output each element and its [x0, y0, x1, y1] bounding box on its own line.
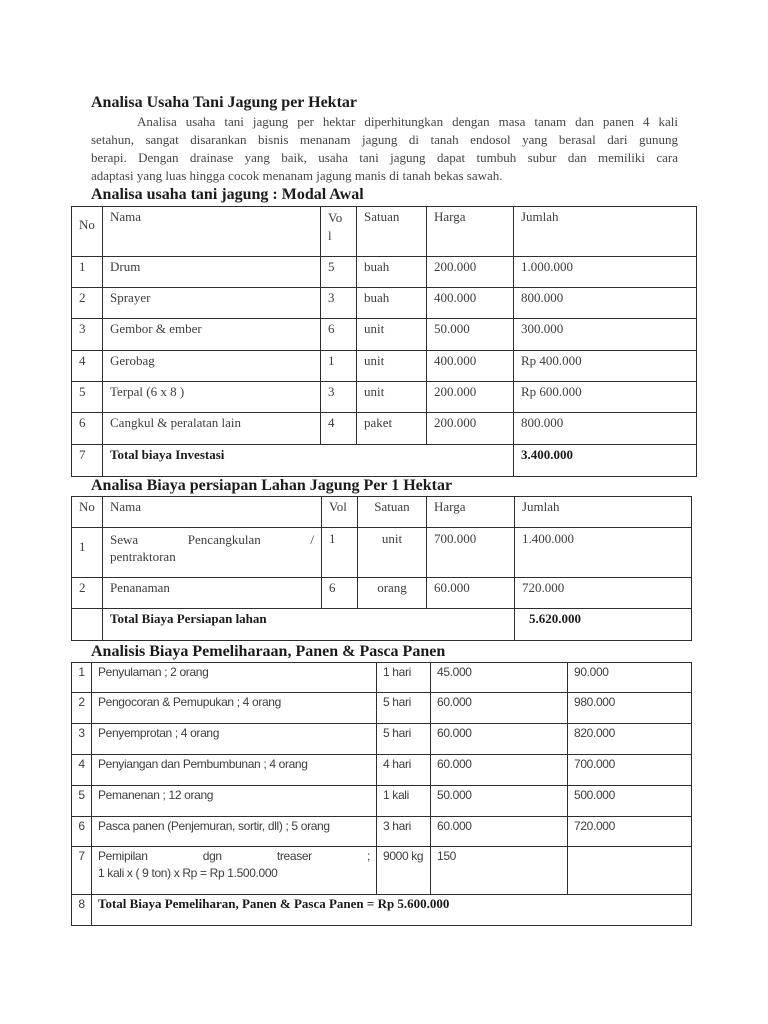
cell-jumlah: 820.000 [568, 724, 692, 755]
cell-no: 2 [72, 288, 103, 319]
cell-uraian [92, 847, 377, 895]
intro-line: adaptasi yang luas hingga cocok menanam jagung manis di tanah bekas sawah. [91, 168, 503, 183]
cell-vol: 3 [321, 382, 357, 413]
cell-no: 1 [72, 528, 103, 578]
cell-jumlah: 700.000 [568, 755, 692, 786]
header-nama: Nama [103, 497, 322, 528]
table-row [72, 351, 697, 382]
cell-nama: Penanaman [103, 578, 322, 609]
table-row [72, 693, 692, 724]
cell-jumlah: Rp 400.000 [514, 351, 697, 382]
cell-satuan: paket [357, 413, 427, 445]
total-value: 3.400.000 [514, 445, 697, 477]
cell-no: 7 [72, 847, 92, 895]
intro-paragraph [91, 113, 678, 185]
table-row [72, 382, 697, 413]
table-row [72, 319, 697, 351]
cell-no [72, 609, 103, 641]
table-row [72, 413, 697, 445]
cell-vol: 9000 kg [377, 847, 431, 895]
table-total-row [72, 609, 692, 641]
header-vol-label: Vol [328, 210, 343, 243]
cell-no: 2 [72, 578, 103, 609]
cell-harga: 45.000 [431, 663, 568, 693]
cell-uraian-line: 1 kali x ( 9 ton) x Rp = Rp 1.500.000 [98, 866, 278, 880]
cell-harga: 200.000 [427, 257, 514, 288]
cell-vol: 5 [321, 257, 357, 288]
cell-jumlah: 800.000 [514, 413, 697, 445]
header-harga: Harga [427, 497, 515, 528]
section-heading-persiapan-lahan: Analisa Biaya persiapan Lahan Jagung Per 1 Hektar [91, 477, 453, 494]
cell-no: 4 [72, 755, 92, 786]
cell-harga: 150 [431, 847, 568, 895]
cell-nama: Gembor & ember [103, 319, 321, 351]
cell-uraian: Penyemprotan ; 4 orang [92, 724, 377, 755]
table-pemeliharaan [71, 662, 692, 926]
cell-harga: 400.000 [427, 351, 514, 382]
intro-line: setahun, sangat disarankan bisnis menanam jagung di tanah endosol yang berasal dari gunung [91, 132, 678, 147]
table-row [72, 817, 692, 847]
cell-vol: 4 [321, 413, 357, 445]
cell-satuan: unit [357, 351, 427, 382]
table-row [72, 528, 692, 578]
total-value: 5.620.000 [515, 609, 692, 641]
header-vol: Vol [322, 497, 358, 528]
cell-jumlah: 800.000 [514, 288, 697, 319]
table-header-row [72, 497, 692, 528]
table-row [72, 257, 697, 288]
cell-harga: 50.000 [427, 319, 514, 351]
cell-jumlah [568, 847, 692, 895]
header-harga: Harga [427, 207, 514, 257]
cell-uraian-line: Pemipilan dgn treaser ; [98, 849, 370, 863]
cell-vol: 5 hari [377, 693, 431, 724]
cell-nama: Cangkul & peralatan lain [103, 413, 321, 445]
cell-vol: 6 [321, 319, 357, 351]
header-vol [321, 207, 357, 257]
total-label: Total Biaya Persiapan lahan [103, 609, 515, 641]
table-total-row [72, 895, 692, 926]
table-row [72, 847, 692, 895]
cell-no: 8 [72, 895, 92, 926]
cell-uraian: Pemanenan ; 12 orang [92, 786, 377, 817]
header-jumlah: Jumlah [515, 497, 692, 528]
cell-no: 3 [72, 319, 103, 351]
cell-uraian: Penyulaman ; 2 orang [92, 663, 377, 693]
cell-harga: 60.000 [431, 693, 568, 724]
cell-vol: 1 [321, 351, 357, 382]
cell-vol: 6 [322, 578, 358, 609]
cell-satuan: buah [357, 257, 427, 288]
table-total-row [72, 445, 697, 477]
table-row [72, 663, 692, 693]
intro-line: berapi. Dengan drainase yang baik, usaha tani jagung dapat tumbuh subur dan memiliki cara [91, 150, 678, 165]
table-row [72, 755, 692, 786]
cell-uraian: Pasca panen (Penjemuran, sortir, dll) ; 5 orang [92, 817, 377, 847]
cell-nama-line: pentraktoran [110, 549, 176, 564]
table-row [72, 288, 697, 319]
cell-harga: 50.000 [431, 786, 568, 817]
total-label: Total Biaya Pemeliharan, Panen & Pasca Panen = Rp 5.600.000 [92, 895, 692, 926]
cell-jumlah: Rp 600.000 [514, 382, 697, 413]
header-no: No [72, 497, 103, 528]
cell-harga: 60.000 [427, 578, 515, 609]
cell-jumlah: 90.000 [568, 663, 692, 693]
table-row [72, 724, 692, 755]
cell-nama: Gerobag [103, 351, 321, 382]
cell-no: 6 [72, 817, 92, 847]
cell-satuan: unit [357, 319, 427, 351]
intro-line: Analisa usaha tani jagung per hektar diperhitungkan dengan masa tanam dan panen 4 kali [137, 114, 678, 129]
cell-no: 7 [72, 445, 103, 477]
cell-nama [103, 528, 322, 578]
table-modal-awal [71, 206, 697, 477]
cell-harga: 60.000 [431, 755, 568, 786]
cell-jumlah: 720.000 [568, 817, 692, 847]
header-satuan: Satuan [357, 207, 427, 257]
cell-harga: 60.000 [431, 817, 568, 847]
cell-vol: 5 hari [377, 724, 431, 755]
cell-no: 4 [72, 351, 103, 382]
cell-harga: 400.000 [427, 288, 514, 319]
cell-jumlah: 300.000 [514, 319, 697, 351]
cell-vol: 4 hari [377, 755, 431, 786]
cell-jumlah: 500.000 [568, 786, 692, 817]
page-title: Analisa Usaha Tani Jagung per Hektar [91, 94, 357, 111]
cell-no: 2 [72, 693, 92, 724]
table-header-row [72, 207, 697, 257]
cell-nama: Drum [103, 257, 321, 288]
cell-vol: 1 [322, 528, 358, 578]
cell-vol: 1 hari [377, 663, 431, 693]
header-satuan: Satuan [358, 497, 427, 528]
table-row [72, 786, 692, 817]
cell-satuan: unit [357, 382, 427, 413]
cell-uraian: Penyiangan dan Pembumbunan ; 4 orang [92, 755, 377, 786]
cell-vol: 3 [321, 288, 357, 319]
cell-jumlah: 1.000.000 [514, 257, 697, 288]
cell-no: 1 [72, 663, 92, 693]
cell-jumlah: 1.400.000 [515, 528, 692, 578]
header-jumlah: Jumlah [514, 207, 697, 257]
total-label: Total biaya Investasi [103, 445, 514, 477]
cell-harga: 700.000 [427, 528, 515, 578]
cell-no: 5 [72, 382, 103, 413]
cell-nama: Sprayer [103, 288, 321, 319]
table-row [72, 578, 692, 609]
cell-nama-line: Sewa Pencangkulan / [110, 532, 314, 547]
cell-vol: 1 kali [377, 786, 431, 817]
header-nama: Nama [103, 207, 321, 257]
header-no: No [72, 207, 103, 257]
cell-vol: 3 hari [377, 817, 431, 847]
cell-satuan: buah [357, 288, 427, 319]
cell-jumlah: 720.000 [515, 578, 692, 609]
cell-no: 3 [72, 724, 92, 755]
table-persiapan-lahan [71, 496, 692, 641]
cell-no: 5 [72, 786, 92, 817]
section-heading-modal-awal: Analisa usaha tani jagung : Modal Awal [91, 186, 364, 203]
cell-no: 6 [72, 413, 103, 445]
cell-satuan: orang [358, 578, 427, 609]
cell-harga: 200.000 [427, 382, 514, 413]
cell-no: 1 [72, 257, 103, 288]
cell-jumlah: 980.000 [568, 693, 692, 724]
cell-harga: 60.000 [431, 724, 568, 755]
section-heading-pemeliharaan: Analisis Biaya Pemeliharaan, Panen & Pasca Panen [91, 643, 446, 660]
cell-harga: 200.000 [427, 413, 514, 445]
cell-uraian: Pengocoran & Pemupukan ; 4 orang [92, 693, 377, 724]
cell-nama: Terpal (6 x 8 ) [103, 382, 321, 413]
cell-satuan: unit [358, 528, 427, 578]
